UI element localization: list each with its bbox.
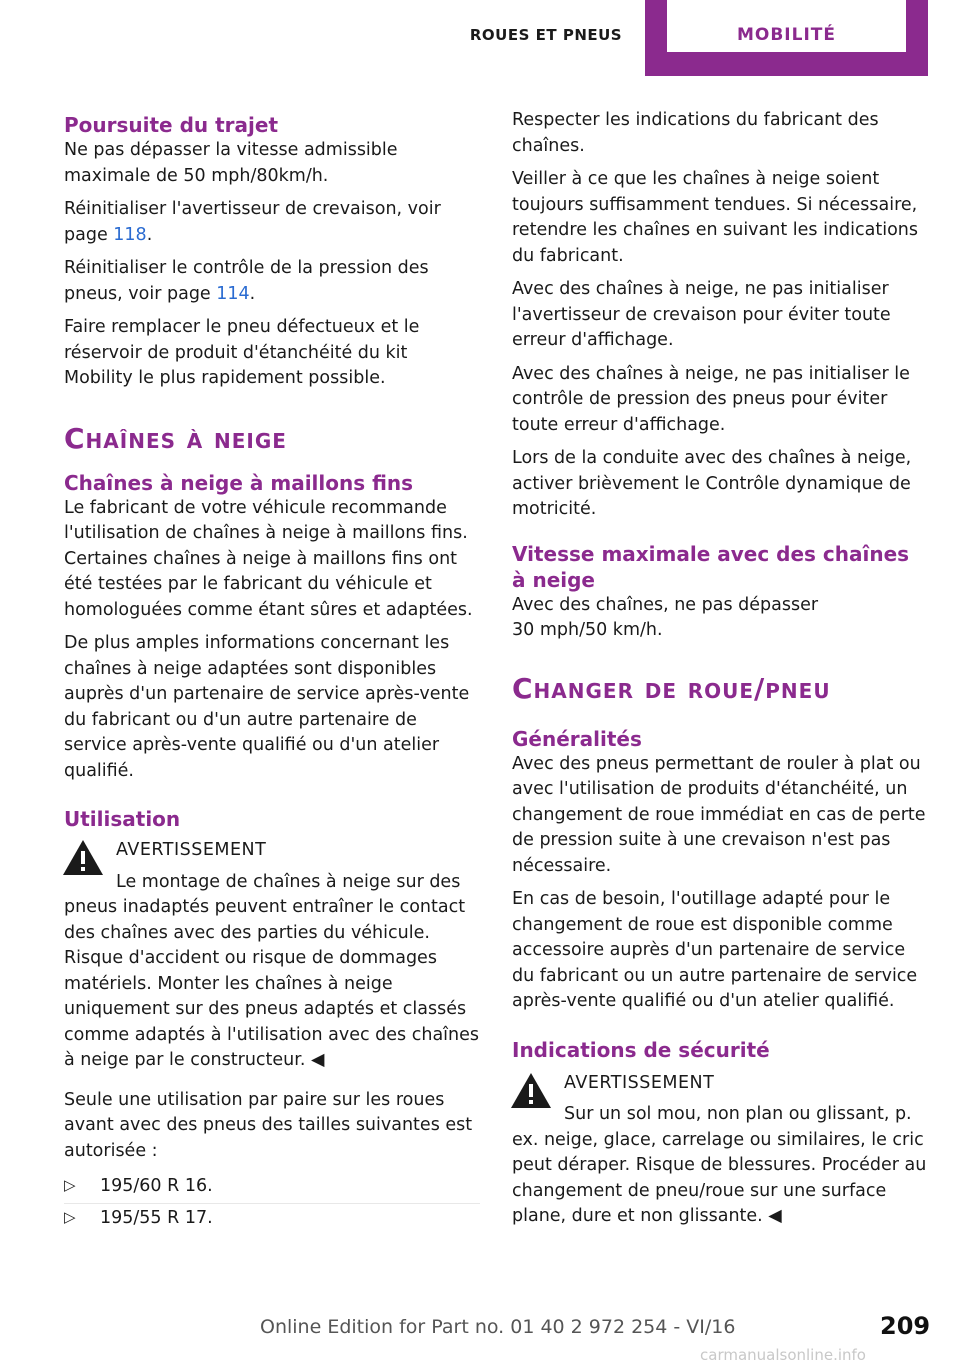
warning-icon	[61, 838, 105, 878]
warning-icon	[509, 1071, 553, 1111]
page-link-118[interactable]: 118	[113, 224, 147, 245]
utilisation-title: Utilisation	[64, 807, 181, 831]
vitesse-title: Vitesse maximale avec des chaînes à neige	[512, 541, 910, 592]
header-tab-label: MOBILITÉ	[667, 0, 906, 52]
footer-edition: Online Edition for Part no. 01 40 2 972 254 - VI/16	[260, 1316, 736, 1338]
utilisation-p1: Seule une utilisation par paire sur les roues avant avec des pneus des tailles suivantes est autorisée :	[64, 1089, 473, 1161]
left-column	[64, 108, 480, 1234]
chaines-p1: Le fabricant de votre véhicule recommande l'utilisation de chaînes à neige à maillons fins. Certaines chaînes à neige à maillons fins ont été testées par le fabricant du véhicule et homologuées comme étant sûres et adaptées.	[64, 497, 473, 620]
tire-size-list	[64, 1172, 480, 1234]
poursuite-p3: Réinitialiser le contrôle de la pression des pneus, voir page 114.	[64, 258, 429, 304]
chaines-subtitle: Chaînes à neige à maillons fins	[64, 470, 414, 495]
poursuite-p1: Ne pas dépasser la vitesse admissible maximale de 50 mph/80km/h.	[64, 140, 398, 186]
bullet-triangle-icon: ▷	[64, 1207, 76, 1226]
changer-p1: Avec des pneus permettant de rouler à plat ou avec l'utilisation de produits d'étanchéité, un changement de roue immédiat en cas de perte de pression suite à une crevaison n'est pas nécessaire.	[512, 753, 926, 876]
cont-p3: Avec des chaînes à neige, ne pas initialiser l'avertisseur de crevaison pour éviter toute erreur d'affichage.	[512, 279, 891, 350]
bullet-triangle-icon: ▷	[64, 1176, 76, 1194]
poursuite-p4: Faire remplacer le pneu défectueux et le réservoir de produit d'étanchéité du kit Mobility le plus rapidement possible.	[64, 317, 420, 388]
changer-subtitle: Généralités	[512, 726, 642, 751]
page-number: 209	[880, 1312, 931, 1340]
cont-p5: Lors de la conduite avec des chaînes à neige, activer brièvement le Contrôle dynamique de motricité.	[512, 448, 912, 519]
header-tab	[645, 0, 928, 76]
cont-p2: Veiller à ce que les chaînes à neige soient toujours suffisamment tendues. Si nécessaire, retendre les chaînes en suivant les indications du fabricant.	[512, 169, 918, 266]
header-section-title: ROUES ET PNEUS	[469, 26, 623, 44]
warning-text: Le montage de chaînes à neige sur des pneus inadaptés peuvent entraîner le contact des chaînes avec des parties du véhicule. Risque d'accident ou risque de dommages matériels. Monter les chaînes à neige uniquement sur des pneus adaptés et classés comme adaptés à l'utilisation avec des chaînes à neige par le constructeur. ◀	[64, 871, 480, 1070]
warning-title: AVERTISSEMENT	[116, 840, 267, 860]
changer-p2: En cas de besoin, l'outillage adapté pour le changement de roue est disponible comme accessoire auprès d'un partenaire de service du fabricant ou un autre partenaire de service après-vente qualifié ou d'un atelier qualifié.	[512, 889, 918, 1011]
warning-text: Sur un sol mou, non plan ou glissant, p. ex. neige, glace, carrelage ou similaires, le cric peut déraper. Risque de blessures. Procéder au changement de pneu/roue sur une surface plane, dure et non glissante. ◀	[512, 1104, 927, 1226]
vitesse-p1: Avec des chaînes, ne pas dépasser 30 mph/50 km/h.	[512, 594, 819, 640]
warning-block	[512, 1071, 928, 1097]
changer-title: Changer de roue/pneu	[512, 671, 831, 705]
securite-title: Indications de sécurité	[512, 1037, 770, 1062]
warning-title: AVERTISSEMENT	[564, 1072, 715, 1093]
poursuite-title: Poursuite du trajet	[64, 113, 279, 137]
list-item: ▷ 195/55 R 17.	[64, 1203, 480, 1235]
warning-block	[64, 838, 480, 864]
chaines-title: Chaînes à neige	[64, 421, 287, 455]
cont-p4: Avec des chaînes à neige, ne pas initialiser le contrôle de pression des pneus pour éviter toute erreur d'affichage.	[512, 363, 910, 435]
cont-p1: Respecter les indications du fabricant des chaînes.	[512, 110, 879, 156]
right-column	[512, 108, 928, 1238]
poursuite-p2: Réinitialiser l'avertisseur de crevaison, voir page 118.	[64, 199, 441, 245]
page-link-114[interactable]: 114	[216, 283, 250, 304]
chaines-p2: De plus amples informations concernant les chaînes à neige adaptées sont disponibles auprès d'un partenaire de service après-vente du fabricant ou d'un autre partenaire de service après-vente qualifié ou d'un atelier qualifié.	[64, 633, 470, 781]
watermark: carmanualsonline.info	[700, 1346, 866, 1364]
list-item: ▷ 195/60 R 16.	[64, 1172, 480, 1203]
